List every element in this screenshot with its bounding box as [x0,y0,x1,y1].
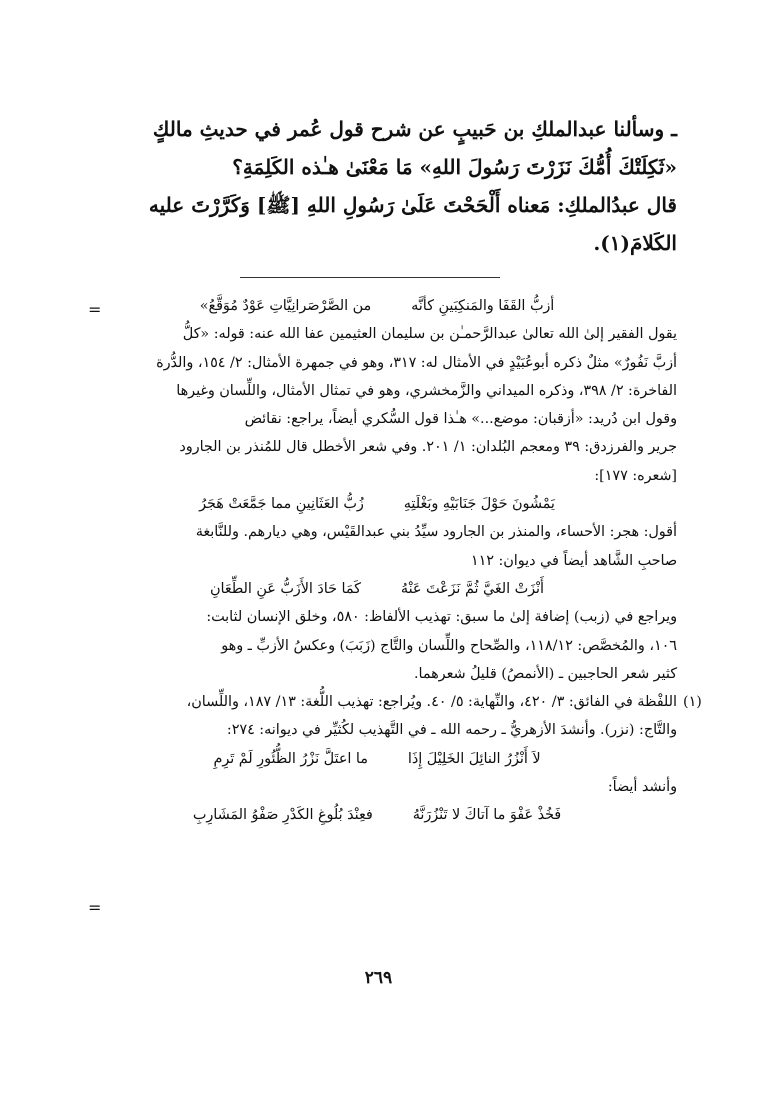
verse-5-second: فعِنْدَ بُلُوغِ الكَدْرِ صَفْوُ المَشَارِبِ [192,807,373,824]
note-line: [شعره: ١٧٧]: [594,467,677,484]
note-line: يقول الفقير إلىٰ الله تعالىٰ عبدالرَّحمـٰن بن سليمان العثيمين عفا الله عنه: قوله: «كلُّ [182,326,677,343]
note-line: أزبَّ نَفُورٌ» مثلٌ ذكره أبوعُبَيْدٍ في الأمثال له: ٣١٧، وهو في جمهرة الأمثال: ٢/ ١٥٤، والدُّرة [156,354,677,371]
footnote-separator [240,277,500,278]
footnote-number: (١) [683,694,702,711]
note-line: وأنشد أيضاً: [607,779,677,796]
note-line: والتَّاج: (نزر). وأنشدَ الأزهريُّ ـ رحمه الله ـ في التَّهذيب لكُثيِّر في ديوانه: ٢٧٤: [226,722,677,739]
note-line: جرير والفرزدق: ٣٩ ومعجم البُلدان: ١/ ٢٠١. وفي شعر الأخطل قال للمُنذر بن الجارود [179,439,677,456]
page-number: ٢٦٩ [364,968,393,988]
note-line: ١٠٦، والمُخصَّص: ١١٨/١٢، والصِّحاح واللِّسان والتَّاج (زَبَبَ) وعكسُ الأزبِّ ـ وهو [221,637,677,654]
verse-3-first: أَنْزَتْ الغَيَّ ثُمَّ نَزَعْتَ عَنْهُ [400,580,544,597]
verse-1-first: أزبُّ القَفَا والمَنكِبَينِ كأنَّه [411,298,555,314]
note-line: ويراجع في (زبب) إضافة إلىٰ ما سبق: تهذيب الألفاظ: ٥٨٠، وخلق الإنسان لثابت: [206,609,677,626]
main-line-4: الكَلامَ(١). [593,231,677,255]
footnotes [77,292,702,830]
verse-4-first: لاَ أَنْزُرُ النائِلَ الخَلِيْلَ إِذَا [407,750,541,767]
footnote-1-first-line [77,688,702,716]
verse-4 [77,745,677,773]
note-line: صاحبِ الشَّاهد أيضاً في ديوان: ١١٢ [470,552,677,569]
main-text [67,110,677,262]
main-line-3: قال عبدُالملكِ: مَعناه أَلْحَحْتَ عَلَىٰ رَسُولِ اللهِ [ﷺ] وَكَرَّرْتَ عليه [148,193,677,217]
verse-2-first: يَمْشُونَ حَوْلَ جَنَابَيْهِ وبَغْلَتِهِ [403,496,555,513]
verse-2 [77,490,677,518]
continuation-mark-top: = [88,300,102,319]
verse-1 [77,292,677,320]
verse-1-second: من الصَّرْصَرانِيَّاتِ عَوْدٌ مُوَقَّعُ» [199,298,372,314]
note-line: كثير شعر الحاجبين ـ (الأنمصُ) قليلُ شعرهما. [413,665,677,682]
note-line: وقول ابن دُريد: «أزقبان: موضع...» هـٰذا قول السُّكري أيضاً، يراجع: نقائض [244,411,677,428]
verse-2-second: زُبُّ العَثَانِينِ مما جَمَّعَتْ هَجَرُ [199,496,364,513]
verse-3 [77,575,677,603]
note-line: الفاخرة: ٢/ ٣٩٨، وذكره الميداني والزَّمخشري، وهو في تمثال الأمثال، واللِّسان وغيرها [176,382,677,399]
main-line-1: ـ وسألنا عبدالملكِ بن حَبيبٍ عن شرح قول عُمر في حديثِ مالكٍ [152,117,677,141]
verse-5-first: فَخُذْ عَفْوَ ما آتاكَ لا تَنْزُرَنَّهُ [412,807,562,824]
note-line: أقول: هجر: الأحساء، والمنذر بن الجارود سيِّدُ بني عبدالقَيْس، وهي ديارهم. وللنَّابغة [195,524,677,541]
verse-3-second: كَمَا حَادَ الأَزَبُّ عَنِ الطِّعَانِ [210,580,361,597]
verse-5 [77,801,677,829]
note-line: اللفْظة في الفائق: ٣/ ٤٢٠، والنِّهاية: ٥/ ٤٠. ويُراجع: تهذيب اللُّغة: ١٣/ ١٨٧، واللِّسان، [186,694,677,711]
main-line-2: «ثَكِلَتْكَ أُمُّكَ نَزَرْتَ رَسُولَ اللهِ» مَا مَعْنَىٰ هـٰذه الكَلِمَةِ؟ [232,155,677,179]
verse-4-second: ما اعتَلَّ نَزْرُ الظُّئُورِ لَمْ تَرِمِ [213,750,368,767]
continuation-mark-bottom: = [88,898,102,917]
